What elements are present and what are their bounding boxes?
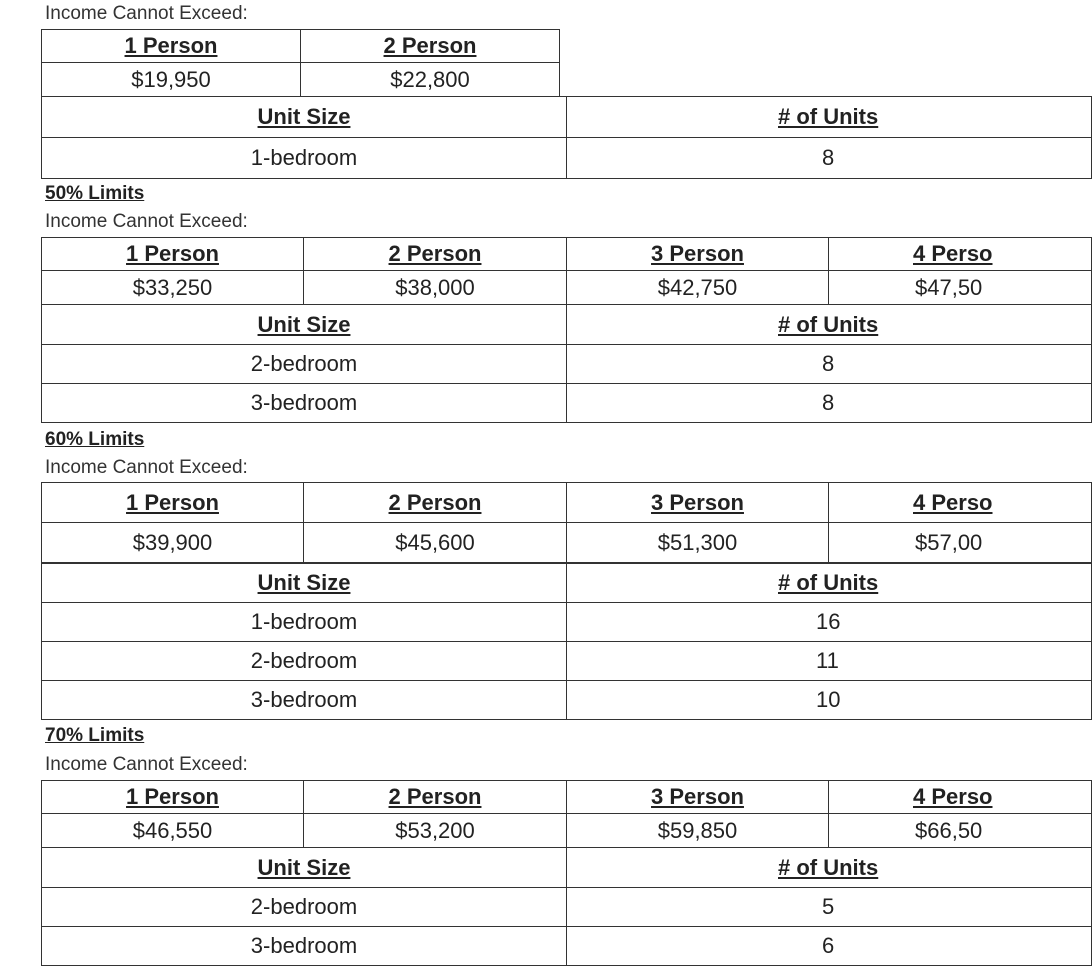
household-size-header: 2 Person xyxy=(304,483,567,523)
unit-size-header: Unit Size xyxy=(42,97,567,138)
household-size-header: 2 Person xyxy=(304,781,567,814)
household-size-header: 1 Person xyxy=(42,238,304,271)
unit-count-header: # of Units xyxy=(567,848,1092,888)
income-cannot-exceed-label: Income Cannot Exceed: xyxy=(45,457,248,478)
unit-count-cell: 8 xyxy=(567,138,1092,179)
household-size-header: 2 Person xyxy=(304,238,567,271)
unit-count-cell: 10 xyxy=(567,681,1092,720)
income-limit-value: $33,250 xyxy=(42,271,304,305)
income-limits-table xyxy=(41,237,1092,305)
unit-count-cell: 8 xyxy=(567,345,1092,384)
section-title-60-limits: 60% Limits xyxy=(45,429,145,450)
unit-count-table xyxy=(41,96,1092,179)
unit-count-header: # of Units xyxy=(567,305,1092,345)
household-size-header: 3 Person xyxy=(567,238,829,271)
household-size-header: 4 Perso xyxy=(829,781,1092,814)
household-size-header: 4 Perso xyxy=(829,238,1092,271)
unit-size-header: Unit Size xyxy=(42,305,567,345)
unit-size-cell: 2-bedroom xyxy=(42,642,567,681)
household-size-header: 1 Person xyxy=(42,483,304,523)
unit-count-table xyxy=(41,847,1092,966)
income-limit-value: $47,50 xyxy=(829,271,1092,305)
unit-size-cell: 3-bedroom xyxy=(42,384,567,423)
unit-count-cell: 8 xyxy=(567,384,1092,423)
unit-count-header: # of Units xyxy=(567,564,1092,603)
unit-count-cell: 16 xyxy=(567,603,1092,642)
income-limits-table xyxy=(41,29,560,97)
section-title-50-limits: 50% Limits xyxy=(45,183,145,204)
household-size-header: 2 Person xyxy=(301,30,560,63)
unit-count-cell: 11 xyxy=(567,642,1092,681)
unit-size-cell: 3-bedroom xyxy=(42,681,567,720)
income-limit-value: $51,300 xyxy=(567,523,829,563)
income-limit-value: $42,750 xyxy=(567,271,829,305)
income-limit-value: $38,000 xyxy=(304,271,567,305)
income-limit-value: $46,550 xyxy=(42,814,304,848)
unit-size-header: Unit Size xyxy=(42,564,567,603)
income-limit-value: $59,850 xyxy=(567,814,829,848)
unit-count-table xyxy=(41,304,1092,423)
household-size-header: 1 Person xyxy=(42,30,301,63)
unit-size-cell: 1-bedroom xyxy=(42,603,567,642)
income-limits-table xyxy=(41,482,1092,563)
household-size-header: 3 Person xyxy=(567,781,829,814)
income-cannot-exceed-label: Income Cannot Exceed: xyxy=(45,211,248,232)
unit-count-cell: 5 xyxy=(567,888,1092,927)
income-limit-value: $66,50 xyxy=(829,814,1092,848)
household-size-header: 4 Perso xyxy=(829,483,1092,523)
unit-count-table xyxy=(41,563,1092,720)
unit-size-cell: 1-bedroom xyxy=(42,138,567,179)
unit-count-header: # of Units xyxy=(567,97,1092,138)
income-limit-value: $53,200 xyxy=(304,814,567,848)
income-limits-table xyxy=(41,780,1092,848)
income-limit-value: $19,950 xyxy=(42,63,301,97)
unit-size-cell: 2-bedroom xyxy=(42,888,567,927)
income-limit-value: $57,00 xyxy=(829,523,1092,563)
unit-count-cell: 6 xyxy=(567,927,1092,966)
income-limit-value: $45,600 xyxy=(304,523,567,563)
section-title-70-limits: 70% Limits xyxy=(45,725,145,746)
income-limit-value: $39,900 xyxy=(42,523,304,563)
income-cannot-exceed-label: Income Cannot Exceed: xyxy=(45,754,248,775)
unit-size-header: Unit Size xyxy=(42,848,567,888)
household-size-header: 3 Person xyxy=(567,483,829,523)
household-size-header: 1 Person xyxy=(42,781,304,814)
unit-size-cell: 3-bedroom xyxy=(42,927,567,966)
income-limit-value: $22,800 xyxy=(301,63,560,97)
income-cannot-exceed-label: Income Cannot Exceed: xyxy=(45,3,248,24)
unit-size-cell: 2-bedroom xyxy=(42,345,567,384)
